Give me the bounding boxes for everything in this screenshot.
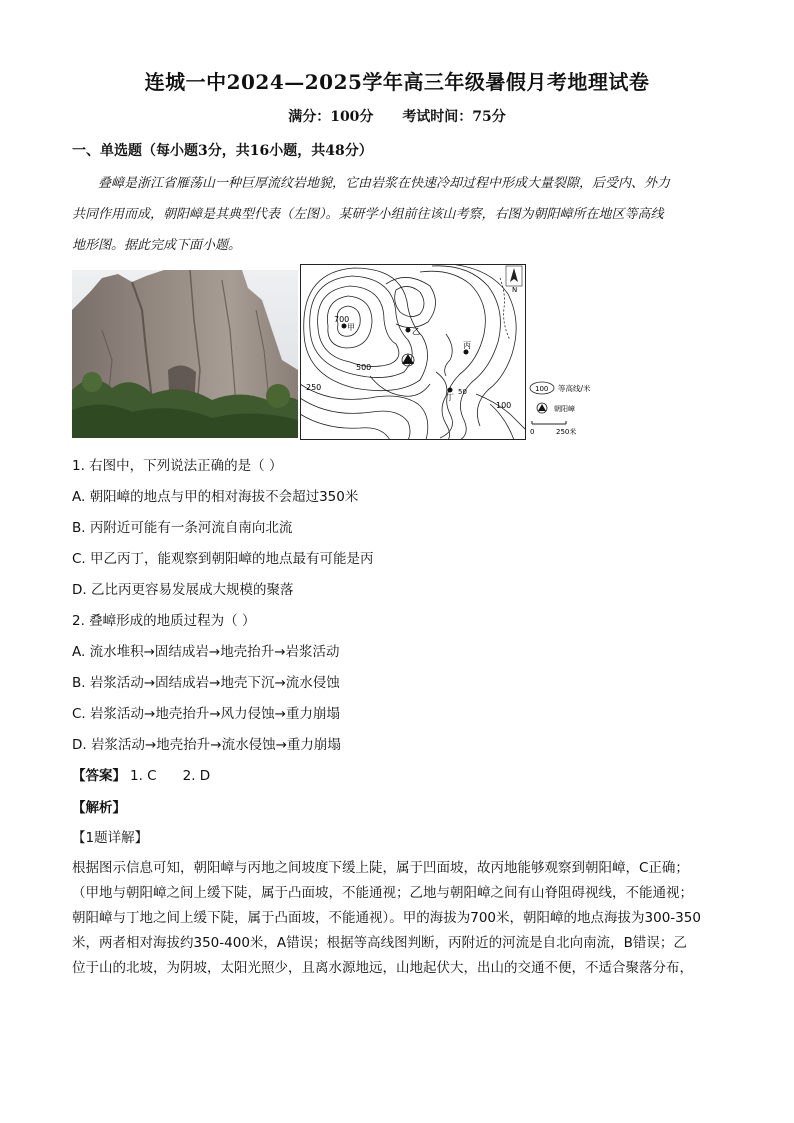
q1-option-d: D. 乙比丙更容易发展成大规模的聚落 xyxy=(72,582,294,598)
q1-option-b: B. 丙附近可能有一条河流自南向北流 xyxy=(72,520,293,536)
intro-passage xyxy=(72,168,724,261)
exam-subtitle xyxy=(0,106,794,126)
legend-peak-label: 朝阳嶂 xyxy=(554,405,575,413)
contour-700-label: 700 xyxy=(334,315,350,324)
contour-map-svg xyxy=(300,264,526,440)
q2-option-c: C. 岩浆活动→地壳抬升→风力侵蚀→重力崩塌 xyxy=(72,706,340,722)
cliff-illustration xyxy=(72,270,298,438)
point-yi xyxy=(406,328,411,333)
contour-50-label: 50 xyxy=(458,388,467,396)
q1-option-a: A. 朝阳嶂的地点与甲的相对海拔不会超过350米 xyxy=(72,489,359,505)
answer-label: 【答案】 xyxy=(72,768,126,784)
q1-option-c: C. 甲乙丙丁，能观察到朝阳嶂的地点最有可能是丙 xyxy=(72,551,374,567)
point-bing xyxy=(464,350,469,355)
analysis-line: 位于山的北坡，为阴坡，太阳光照少，且离水源地远，山地起伏大，出山的交通不便，不适合聚落分布， xyxy=(72,960,693,976)
answer-1: 1. C xyxy=(130,768,157,784)
point-ding xyxy=(448,388,453,393)
q2-option-b: B. 岩浆活动→固结成岩→地壳下沉→流水侵蚀 xyxy=(72,675,340,691)
north-label: N xyxy=(512,286,518,294)
question-2-stem: 2. 叠嶂形成的地质过程为（ ） xyxy=(72,613,256,629)
point-yi-label: 乙 xyxy=(412,327,420,336)
full-score: 满分：100分 xyxy=(288,109,374,125)
legend-contour-value: 100 xyxy=(535,385,549,393)
analysis-label: 【解析】 xyxy=(72,800,126,816)
q2-option-a: A. 流水堆积→固结成岩→地壳抬升→岩浆活动 xyxy=(72,644,340,660)
point-bing-label: 丙 xyxy=(463,341,471,350)
legend-svg xyxy=(526,376,636,438)
scale-value: 250米 xyxy=(556,428,577,436)
contour-100-label: 100 xyxy=(496,401,512,410)
section-heading: 一、单选题（每小题3分，共16小题，共48分） xyxy=(72,143,373,159)
point-jia xyxy=(342,324,347,329)
intro-line: 地形图。据此完成下面小题。 xyxy=(72,238,242,253)
analysis-line: 米，两者相对海拔约350-400米，A错误；根据等高线图判断，丙附近的河流是自北向南流，B错误；乙 xyxy=(72,935,687,951)
cliff-photo xyxy=(72,270,298,438)
contour-map xyxy=(300,264,526,440)
intro-line: 共同作用而成，朝阳嶂是其典型代表（左图）。某研学小组前往该山考察，右图为朝阳嶂所在地区等高线 xyxy=(72,207,664,222)
detail-label: 【1题详解】 xyxy=(72,830,149,846)
map-legend xyxy=(526,376,636,438)
answer-2: 2. D xyxy=(182,768,211,784)
analysis-body xyxy=(72,856,724,981)
contour-500-label: 500 xyxy=(356,363,372,372)
exam-time: 考试时间：75分 xyxy=(402,109,506,125)
point-ding-label: 丁 xyxy=(446,393,454,402)
point-jia-label: 甲 xyxy=(347,323,355,332)
scale-zero: 0 xyxy=(530,428,535,436)
analysis-line: （甲地与朝阳嶂之间上缓下陡，属于凸面坡，不能通视；乙地与朝阳嶂之间有山脊阻碍视线，不能通视； xyxy=(72,885,693,901)
contour-250-label: 250 xyxy=(306,383,322,392)
q2-option-d: D. 岩浆活动→地壳抬升→流水侵蚀→重力崩塌 xyxy=(72,737,341,753)
exam-title: 连城一中2024—2025学年高三年级暑假月考地理试卷 xyxy=(144,70,650,94)
legend-peak-icon xyxy=(538,404,546,411)
intro-line: 叠嶂是浙江省雁荡山一种巨厚流纹岩地貌，它由岩浆在快速冷却过程中形成大量裂隙，后受内、外力 xyxy=(98,176,671,191)
analysis-line: 朝阳嶂与丁地之间上缓下陡，属于凸面坡，不能通视）。甲的海拔为700米，朝阳嶂的地点海拔为300-350 xyxy=(72,910,701,926)
answer-line xyxy=(72,764,210,784)
question-1-stem: 1. 右图中，下列说法正确的是（ ） xyxy=(72,458,283,474)
legend-contour-label: 等高线/米 xyxy=(558,384,591,393)
analysis-line: 根据图示信息可知，朝阳嶂与丙地之间坡度下缓上陡，属于凹面坡，故丙地能够观察到朝阳嶂，C正确； xyxy=(72,860,689,876)
